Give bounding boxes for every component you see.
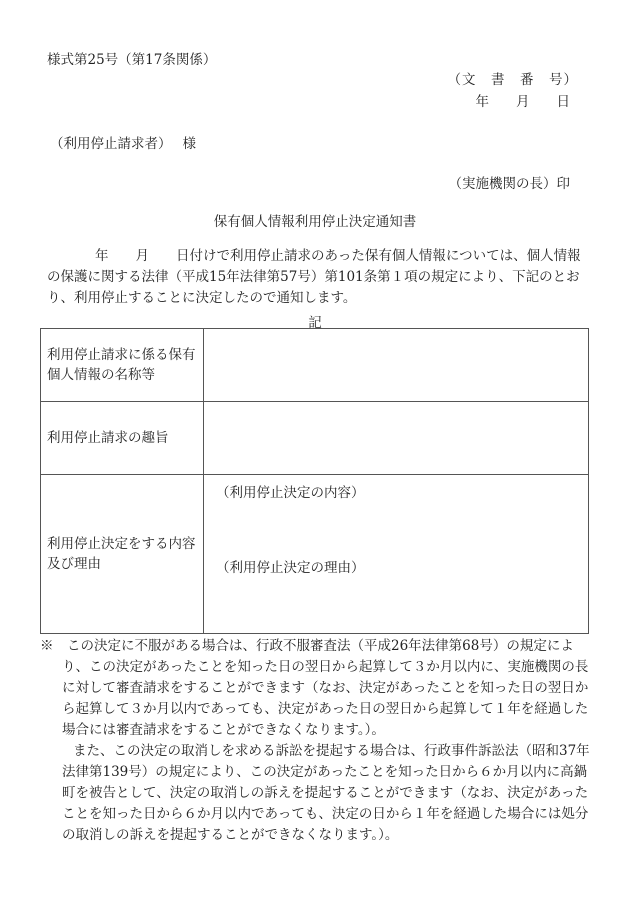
table-row bbox=[41, 402, 589, 475]
decision-content-label: （利用停止決定の内容） bbox=[216, 485, 365, 501]
document-date: 年 月 日 bbox=[475, 94, 570, 110]
row-label-request-purpose: 利用停止請求の趣旨 bbox=[41, 402, 204, 475]
note-lawsuit: また、この決定の取消しを求める訴訟を提起する場合は、行政事件訴訟法（昭和37年法律第139号）の規定により、この決定があったことを知った日から６か月以内に高鍋町を被告として、決定の取消しの訴えを提起することができます（なお、決定があったことを知った日から６か月以内であっても、決定の日から１年を経過した場合には処分の取消しの訴えを提起することができなくなります。）。 bbox=[62, 743, 590, 843]
row-value-info-name bbox=[204, 329, 589, 402]
form-number: 様式第25号（第17条関係） bbox=[47, 52, 217, 68]
row-label-info-name: 利用停止請求に係る保有個人情報の名称等 bbox=[41, 329, 204, 402]
intro-paragraph: 年 月 日付けで利用停止請求のあった保有個人情報については、個人情報の保護に関する法律（平成15年法律第57号）第101条第１項の規定により、下記のとおり、利用停止することに決定したので通知します。 bbox=[47, 248, 581, 306]
ki-heading: 記 bbox=[308, 315, 322, 331]
row-value-decision bbox=[204, 475, 589, 634]
notes-section bbox=[40, 636, 590, 846]
document-title: 保有個人情報利用停止決定通知書 bbox=[213, 214, 417, 230]
table-row bbox=[41, 329, 589, 402]
note-appeal: ※ この決定に不服がある場合は、行政不服審査法（平成26年法律第68号）の規定により、この決定があったことを知った日の翌日から起算して３か月以内に、実施機関の長に対して審査請求をすることができます（なお、決定があったことを知った日の翌日から起算して３か月以内であっても、決定があった日の翌日から起算して１年を経過した場合には審査請求をすることができなくなります。）。 bbox=[40, 638, 589, 738]
sender-seal: （実施機関の長）印 bbox=[448, 176, 570, 192]
decision-reason-label: （利用停止決定の理由） bbox=[216, 560, 365, 576]
table-row bbox=[41, 475, 589, 634]
row-value-request-purpose bbox=[204, 402, 589, 475]
document-number: （文 書 番 号） bbox=[447, 72, 578, 88]
decision-table bbox=[40, 328, 589, 634]
row-label-decision: 利用停止決定をする内容及び理由 bbox=[41, 475, 204, 634]
addressee: （利用停止請求者） 様 bbox=[50, 136, 197, 152]
